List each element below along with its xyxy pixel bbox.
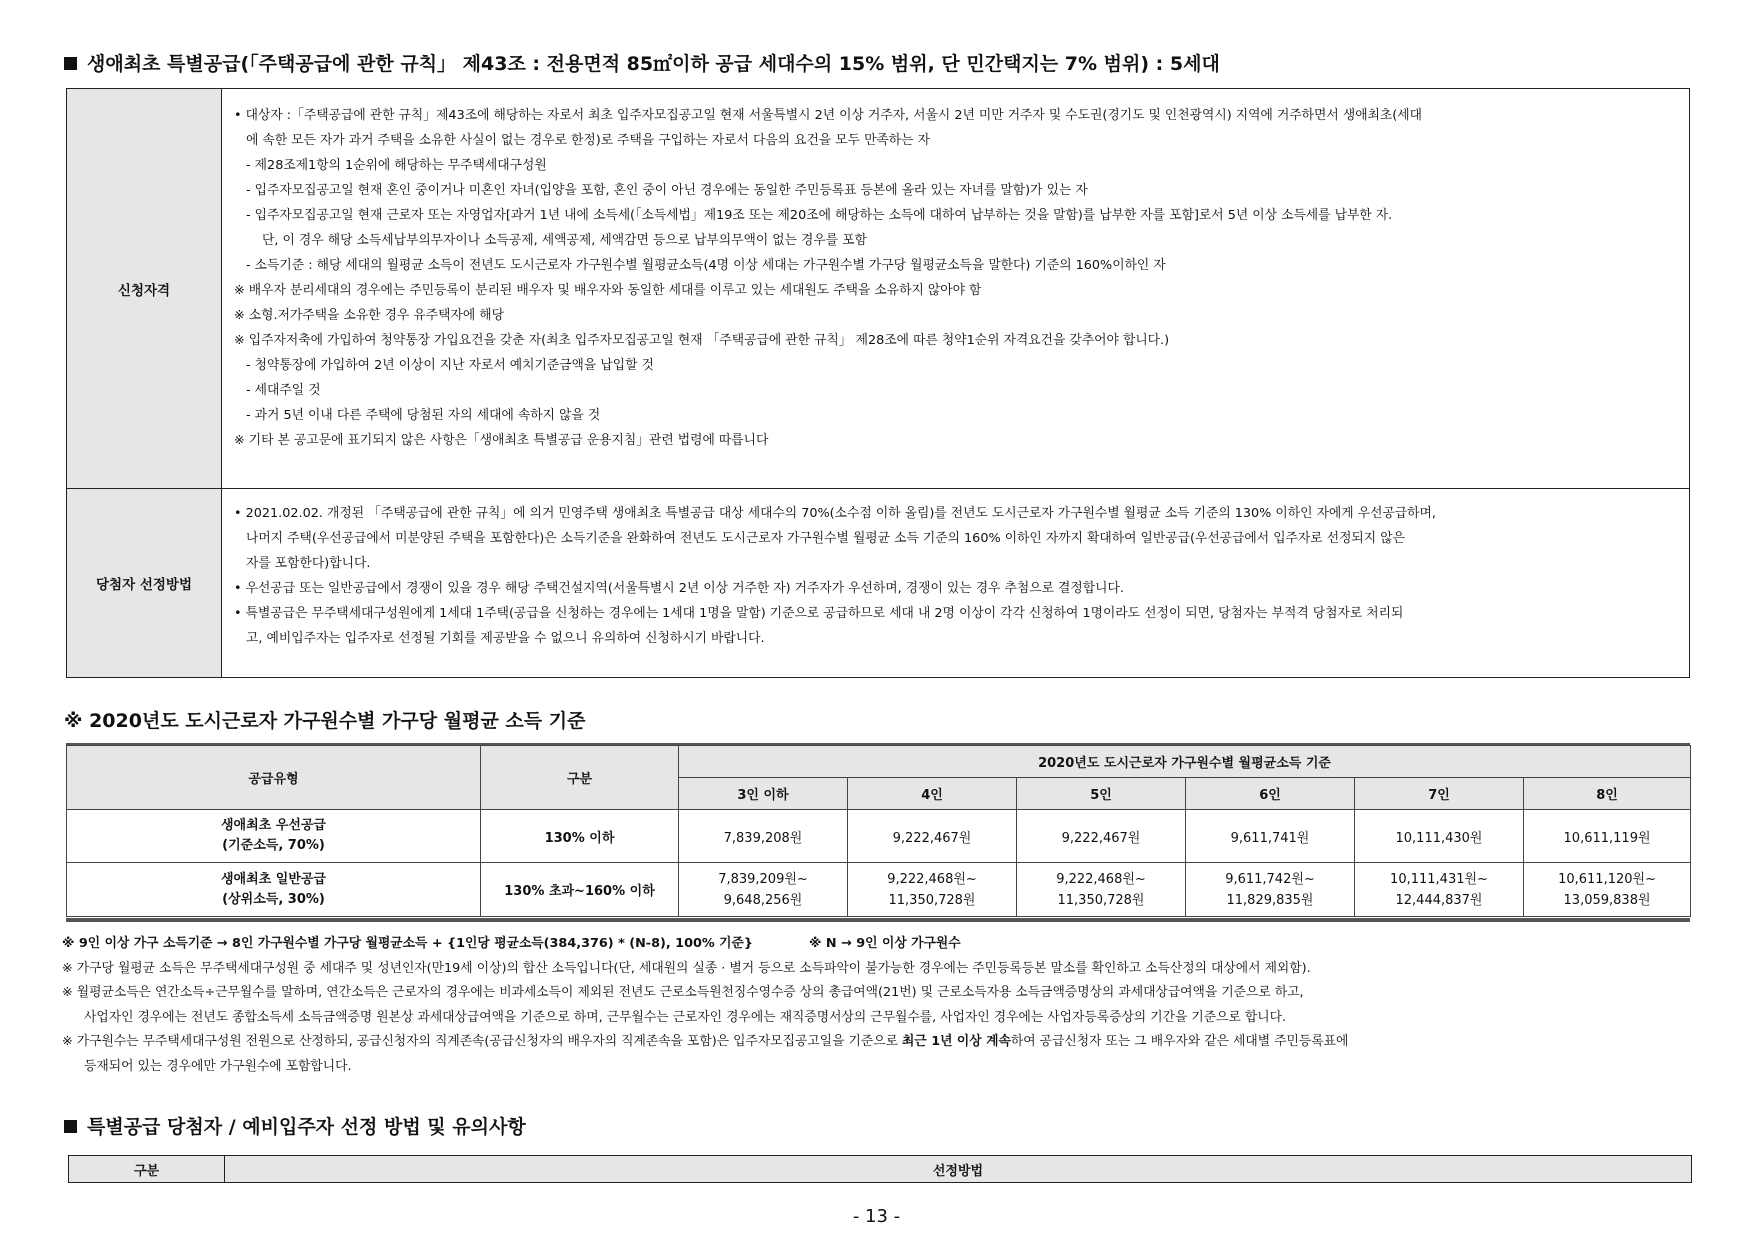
page-number: - 13 - [852,1206,901,1227]
header-size: 7인 [1355,778,1524,810]
note-text: ※ 가구원수는 무주택세대구성원 전원으로 산정하되, 공급신청자의 직계존속(공급신청자의 배우자의 직계존속을 포함)은 입주자모집공고일을 기준으로 [62,1034,903,1049]
table-row [67,810,1691,863]
selection-line: 자를 포함한다)합니다. [246,556,371,571]
section-title-text: 생애최초 특별공급(「주택공급에 관한 규칙」 제43조 : 전용면적 85㎡이하 공급 세대수의 15% 범위, 단 민간택지는 7% 범위) : 5세대 [87,53,1220,75]
income-cell [848,863,1017,917]
row-name-line: (상위소득, 30%) [222,891,325,907]
selection-line: 고, 예비입주자는 입주자로 선정될 기회를 제공받을 수 없으니 유의하여 신청하시기 바랍니다. [246,631,765,646]
income-range-to: 12,444,837원 [1395,892,1483,908]
income-range-from: 9,222,468원~ [887,871,977,887]
row-name-line: (기준소득, 70%) [222,838,325,853]
income-range-from: 10,611,120원~ [1558,871,1656,887]
first-home-conditions-box [66,88,1690,678]
header-class: 구분 [481,746,679,810]
note-line: ※ 가구당 월평균 소득은 무주택세대구성원 중 세대주 및 성년인자(만19세 이상)의 합산 소득입니다(단, 세대원의 실종 · 별거 등으로 소득파악이 불가능한 경우에는 주민등록등본 말소를 확인하고 소득산정의 대상에서 제외함). [62,960,1311,976]
eligibility-line: ※ 배우자 분리세대의 경우에는 주민등록이 분리된 배우자 및 배우자와 동일한 세대를 이루고 있는 세대원도 주택을 소유하지 않아야 함 [234,283,982,298]
selection-line: • 우선공급 또는 일반공급에서 경쟁이 있을 경우 해당 주택건설지역(서울특별시 2년 이상 거주한 자) 거주자가 우선하며, 경쟁이 있는 경우 추첨으로 결정합니다. [234,581,1124,596]
square-bullet-icon [64,57,77,70]
row-class: 130% 이하 [481,810,679,863]
col-header-class: 구분 [69,1156,225,1182]
income-notes [62,932,1702,1079]
eligibility-line: - 제28조제1항의 1순위에 해당하는 무주택세대구성원 [246,158,547,173]
row-name [67,810,481,863]
income-range-to: 11,829,835원 [1226,892,1314,908]
selection-label [67,489,222,677]
row-class: 130% 초과~160% 이하 [481,863,679,917]
header-size: 8인 [1524,778,1691,810]
income-range-to: 13,059,838원 [1563,892,1651,908]
selection-line: • 2021.02.02. 개정된 「주택공급에 관한 규칙」에 의거 민영주택 생애최초 특별공급 대상 세대수의 70%(소수점 이하 올림)를 전년도 도시근로자 가구원수별 월평균 소득 기준의 130% 이하인 자에게 우선공급하며, [234,506,1436,521]
eligibility-content [222,89,1689,488]
selection-label-text: 당첨자 선정방법 [96,577,192,593]
income-range-from: 10,111,431원~ [1390,871,1488,887]
eligibility-line: ※ 기타 본 공고문에 표기되지 않은 사항은「생애최초 특별공급 운용지침」관련 법령에 따릅니다 [234,433,769,448]
table-row [67,863,1691,917]
income-cell: 7,839,208원 [679,810,848,863]
note-line [62,1030,1702,1055]
income-range-from: 7,839,209원~ [718,871,808,887]
header-supply-type: 공급유형 [67,746,481,810]
header-size: 5인 [1017,778,1186,810]
row-name-line: 생애최초 일반공급 [221,871,326,887]
note-line: 사업자인 경우에는 전년도 종합소득세 소득금액증명 원본상 과세대상급여액을 기준으로 하며, 근무월수는 근로자인 경우에는 재직증명서상의 근무월수를, 사업자인 경우에는 사업자등록증상의 기간을 기준으로 합니다. [84,1009,1287,1025]
note-nine-person: ※ 9인 이상 가구 소득기준 → 8인 가구원수별 가구당 월평균소득 + {1인당 평균소득(384,376) * (N-8), 100% 기준} [62,936,754,951]
income-cell [679,863,848,917]
note-line: 등재되어 있는 경우에만 가구원수에 포함합니다. [84,1058,352,1074]
income-cell: 10,611,119원 [1524,810,1691,863]
col-header-method: 선정방법 [932,1163,984,1179]
eligibility-line: - 과거 5년 이내 다른 주택에 당첨된 자의 세대에 속하지 않을 것 [246,408,601,423]
income-range-to: 9,648,256원 [723,892,803,908]
header-size: 3인 이하 [679,778,848,810]
note-text: 하여 공급신청자 또는 그 배우자와 같은 세대별 주민등록표에 [1010,1034,1349,1049]
income-cell: 9,222,467원 [848,810,1017,863]
income-cell: 9,611,741원 [1186,810,1355,863]
income-range-to: 11,350,728원 [1057,892,1145,908]
selection-content [222,489,1689,677]
eligibility-line: 단, 이 경우 해당 소득세납부의무자이나 소득공제, 세액공제, 세액감면 등으로 납부의무액이 없는 경우를 포함 [262,233,867,248]
income-cell: 9,222,467원 [1017,810,1186,863]
income-range-from: 9,222,468원~ [1056,871,1146,887]
eligibility-line: - 세대주일 것 [246,383,321,398]
table-bottom-rule [66,918,1690,922]
selection-line: • 특별공급은 무주택세대구성원에게 1세대 1주택(공급을 신청하는 경우에는 1세대 1명을 말함) 기준으로 공급하므로 세대 내 2명 이상이 각각 신청하여 1명이라도 선정이 되면, 당첨자는 부적격 당첨자로 처리되 [234,606,1404,621]
selection-line: 나머지 주택(우선공급에서 미분양된 주택을 포함한다)은 소득기준을 완화하여 전년도 도시근로자 가구원수별 월평균 소득 기준의 160% 이하인 자까지 확대하여 일반공급(우선공급에서 입주자로 선정되지 않은 [246,531,1405,546]
section-title-first-home [64,49,1220,76]
income-table [66,745,1691,917]
eligibility-line: - 입주자모집공고일 현재 혼인 중이거나 미혼인 자녀(입양을 포함, 혼인 중이 아닌 경우에는 동일한 주민등록표 등본에 올라 있는 자녀를 말함)가 있는 자 [246,183,1088,198]
section-title-selection [64,1112,526,1139]
eligibility-line: • 대상자 :「주택공급에 관한 규칙」제43조에 해당하는 자로서 최초 입주자모집공고일 현재 서울특별시 2년 이상 거주자, 서울시 2년 미만 거주자 및 수도권(경기도 및 인천광역시) 지역에 거주하면서 생애최초(세대 [234,108,1422,123]
header-size: 6인 [1186,778,1355,810]
note-line [62,932,1702,957]
income-section-title: ※ 2020년도 도시근로자 가구원수별 가구당 월평균 소득 기준 [64,710,586,732]
eligibility-line: - 청약통장에 가입하여 2년 이상이 지난 자로서 예치기준금액을 납입할 것 [246,358,654,373]
eligibility-line: - 입주자모집공고일 현재 근로자 또는 자영업자[과거 1년 내에 소득세(「소득세법」제19조 또는 제20조에 해당하는 소득에 대하여 납부하는 것을 말함)를 납부한 자를 포함]로서 5년 이상 소득세를 납부한 자. [246,208,1393,223]
income-cell: 10,111,430원 [1355,810,1524,863]
row-name [67,863,481,917]
eligibility-line: ※ 소형.저가주택을 소유한 경우 유주택자에 해당 [234,308,505,323]
row-name-line: 생애최초 우선공급 [221,818,326,833]
note-line: ※ 월평균소득은 연간소득÷근무월수를 말하며, 연간소득은 근로자의 경우에는 비과세소득이 제외된 전년도 근로소득원천징수영수증 상의 총급여액(21번) 및 근로소득자용 소득금액증명상의 과세대상급여액을 기준으로 하고, [62,985,1304,1000]
header-size: 4인 [848,778,1017,810]
income-range-to: 11,350,728원 [888,892,976,908]
header-income-group: 2020년도 도시근로자 가구원수별 월평균소득 기준 [679,746,1691,778]
income-cell [1017,863,1186,917]
section-title-text: 특별공급 당첨자 / 예비입주자 선정 방법 및 유의사항 [87,1116,526,1138]
note-n-definition: ※ N → 9인 이상 가구원수 [809,936,961,951]
eligibility-label-text: 신청자격 [117,282,171,299]
eligibility-label [67,89,222,488]
income-cell [1355,863,1524,917]
eligibility-line: 에 속한 모든 자가 과거 주택을 소유한 사실이 없는 경우로 한정)로 주택을 구입하는 자로서 다음의 요건을 모두 만족하는 자 [246,133,930,148]
note-emphasis: 최근 1년 이상 계속 [902,1034,1011,1049]
square-bullet-icon [64,1120,77,1133]
income-cell [1524,863,1691,917]
income-range-from: 9,611,742원~ [1225,871,1315,887]
selection-method-table-header [68,1155,1692,1183]
eligibility-line: ※ 입주자저축에 가입하여 청약통장 가입요건을 갖춘 자(최초 입주자모집공고일 현재 「주택공급에 관한 규칙」 제28조에 따른 청약1순위 자격요건을 갖추어야 합니다.) [234,333,1170,348]
eligibility-line: - 소득기준 : 해당 세대의 월평균 소득이 전년도 도시근로자 가구원수별 월평균소득(4명 이상 세대는 가구원수별 가구당 월평균소득을 말한다) 기준의 160%이하인 자 [246,258,1166,273]
income-cell [1186,863,1355,917]
